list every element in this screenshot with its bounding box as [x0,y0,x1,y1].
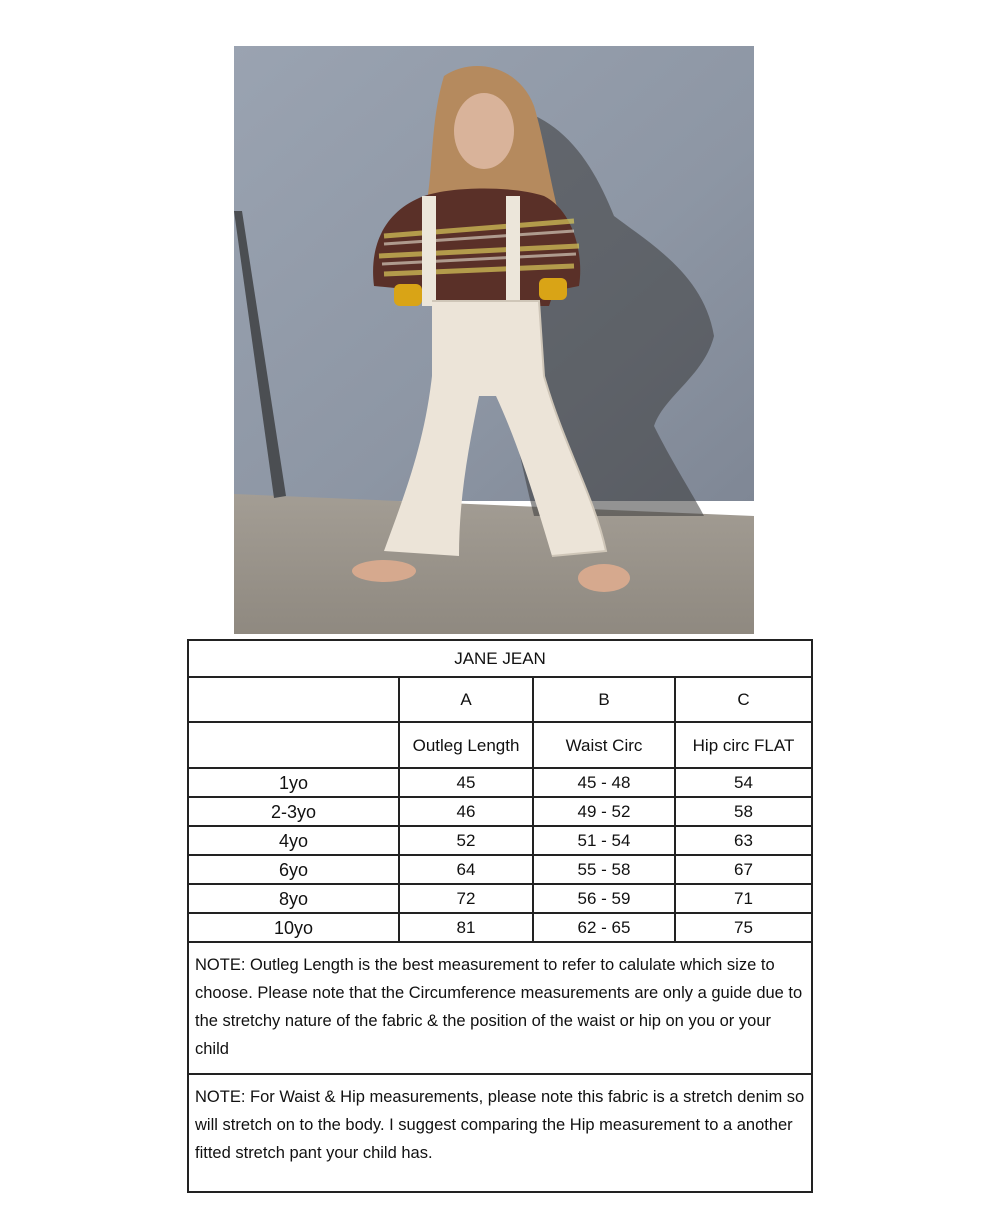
size-cell: 2-3yo [188,797,399,826]
table-row [188,797,812,826]
column-label-row [188,722,812,768]
size-cell: 4yo [188,826,399,855]
size-chart-table [187,639,813,1193]
hip-cell: 58 [675,797,812,826]
hip-cell: 75 [675,913,812,942]
table-row [188,826,812,855]
table-row [188,913,812,942]
empty-cell [188,722,399,768]
table-row [188,768,812,797]
table-row [188,884,812,913]
table-row [188,855,812,884]
size-cell: 1yo [188,768,399,797]
column-label-hip: Hip circ FLAT [675,722,812,768]
title-row [188,640,812,677]
waist-cell: 56 - 59 [533,884,675,913]
size-cell: 6yo [188,855,399,884]
outleg-cell: 81 [399,913,533,942]
waist-cell: 55 - 58 [533,855,675,884]
outleg-cell: 72 [399,884,533,913]
product-photo [234,46,754,634]
column-letter-b: B [533,677,675,722]
table-title: JANE JEAN [188,640,812,677]
note-stretch: NOTE: For Waist & Hip measurements, please note this fabric is a stretch denim so will stretch on to the body. I suggest comparing the Hip measurement to a another fitted stretch pant your child has. [188,1074,812,1192]
waist-cell: 49 - 52 [533,797,675,826]
note-outleg: NOTE: Outleg Length is the best measurement to refer to calulate which size to choose. Please note that the Circumference measurements are only a guide due to the stretchy nature of the fabric & the position of the waist or hip on you or your child [188,942,812,1074]
outleg-cell: 52 [399,826,533,855]
column-letter-row [188,677,812,722]
waist-cell: 51 - 54 [533,826,675,855]
column-label-outleg: Outleg Length [399,722,533,768]
hip-cell: 67 [675,855,812,884]
note-row [188,1074,812,1192]
column-label-waist: Waist Circ [533,722,675,768]
outleg-cell: 46 [399,797,533,826]
column-letter-c: C [675,677,812,722]
column-letter-a: A [399,677,533,722]
size-cell: 8yo [188,884,399,913]
outleg-cell: 45 [399,768,533,797]
waist-cell: 45 - 48 [533,768,675,797]
size-cell: 10yo [188,913,399,942]
hip-cell: 63 [675,826,812,855]
empty-cell [188,677,399,722]
hip-cell: 54 [675,768,812,797]
note-row [188,942,812,1074]
hip-cell: 71 [675,884,812,913]
outleg-cell: 64 [399,855,533,884]
waist-cell: 62 - 65 [533,913,675,942]
